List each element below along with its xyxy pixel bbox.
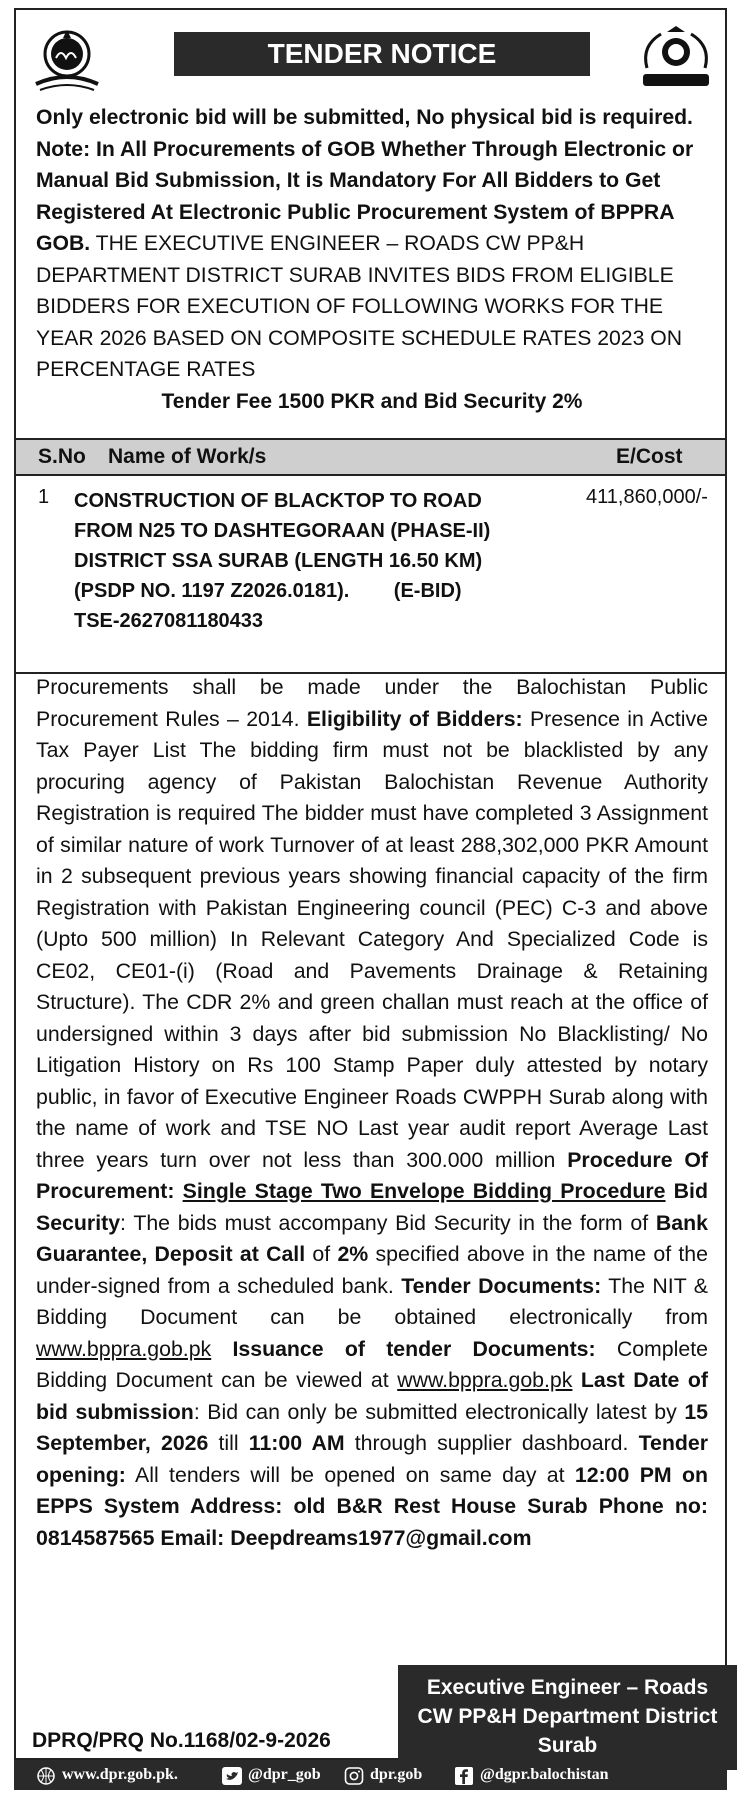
issuance-label: Issuance of tender Documents: xyxy=(211,1336,596,1361)
bank-guarantee: Bank Guarantee, Deposit at Call xyxy=(36,1210,708,1266)
work-line: (PSDP NO. 1197 Z2026.0181). (E-BID) xyxy=(74,580,462,602)
signature-line: CW PP&H Department District xyxy=(417,1705,718,1728)
text: Presence in Active Tax Payer List The bidding firm must not be blacklisted by any procuring agency of Pakistan Balochistan Revenue Authority Registration is required The bidder must have completed 3 Assignment of similar nature of work Turnover of at least 288,302,000 PKR Amount in 2 subsequent previous years showing financial capacity of the firm Registration with Pakistan Engineering council (PEC) C-3 and above (Upto 500 million) In Relevant Category And Specialized Code is CE02, CE01-(i) (Road and Pavements Drainage & Retaining Structure). The CDR 2% and green challan must reach at the office of undersigned within 3 days after bid submission No Blacklisting/ No Litigation History on Rs 100 Stamp Paper duly attested by notary public, in favor of Executive Engineer Roads CWPPH Surab along with the name of work and TSE NO Last year audit report Average Last three years turn over not less than 300.000 million xyxy=(36,706,708,1172)
opening-details: 12:00 PM on EPPS System Address: old B&R Rest House Surab Phone no: 0814587565 Email: Deepdreams1977@gmail.com xyxy=(36,1462,708,1550)
text: : Bid can only be submitted electronically latest by xyxy=(193,1399,685,1424)
text: of xyxy=(305,1242,338,1266)
website-text: www.dpr.gob.pk. xyxy=(62,1766,178,1783)
signature-line: Executive Engineer – Roads xyxy=(426,1676,709,1699)
bid-security-label: Bid Security xyxy=(36,1179,708,1235)
government-emblem-logo xyxy=(28,24,106,96)
work-line: FROM N25 TO DASHTEGORAAN (PHASE-II) xyxy=(74,520,491,542)
bppra-link[interactable]: www.bppra.gob.pk xyxy=(36,1336,212,1361)
last-date-label: Last Date of bid submission xyxy=(36,1368,708,1424)
opening-label: Tender opening: xyxy=(36,1431,709,1487)
registration-note: Only electronic bid will be submitted, No physical bid is required. Note: In All Procurements of GOB Whether Through Electronic or Manual Bid Submission, It is Mandatory For All Bidders to Get Registered At Electronic Public Procurement System of BPPRA GOB. xyxy=(36,106,694,255)
bppra-link[interactable]: www.bppra.gob.pk xyxy=(397,1368,573,1392)
header xyxy=(16,10,725,100)
works-table xyxy=(16,438,725,674)
footer-facebook[interactable] xyxy=(454,1760,609,1790)
notice-frame xyxy=(14,8,727,1760)
text: till xyxy=(208,1431,249,1455)
footer-twitter[interactable] xyxy=(222,1760,321,1790)
signature-line: Surab xyxy=(537,1734,598,1757)
text: All tenders will be opened on same day at xyxy=(125,1462,575,1487)
footer-instagram[interactable] xyxy=(344,1760,422,1790)
instagram-icon xyxy=(344,1766,364,1784)
table-header xyxy=(16,438,725,476)
table-row xyxy=(16,476,725,674)
text: specified above in the name of the under-signed from a scheduled bank. xyxy=(36,1242,708,1298)
twitter-handle: @dpr_gob xyxy=(248,1766,321,1783)
procedure-label: Procedure Of Procurement: xyxy=(36,1147,708,1203)
row-work-name xyxy=(74,486,584,636)
invitation-text: THE EXECUTIVE ENGINEER – ROADS CW PP&H DEPARTMENT DISTRICT SURAB INVITES BIDS FROM ELIGIBLE BIDDERS FOR EXECUTION OF FOLLOWING WORKS FOR THE YEAR 2026 BASED ON COMPOSITE SCHEDULE RATES 2023 ON PERCENTAGE RATES xyxy=(36,232,683,381)
security-percent: 2% xyxy=(337,1242,369,1266)
facebook-icon xyxy=(454,1766,474,1784)
text: Procurements shall be made under the Balochistan Public Procurement Rules – 2014. xyxy=(36,675,708,731)
header-cost: E/Cost xyxy=(616,445,683,468)
work-line: TSE-2627081180433 xyxy=(74,610,264,632)
tender-documents-label: Tender Documents: xyxy=(401,1273,602,1298)
footer-website[interactable] xyxy=(36,1760,178,1790)
reference-number: DPRQ/PRQ No.1168/02-9-2026 xyxy=(32,1729,331,1752)
instagram-handle: dpr.gob xyxy=(370,1766,423,1783)
intro-paragraph xyxy=(36,102,708,417)
header-name-of-work: Name of Work/s xyxy=(108,445,267,468)
row-cost: 411,860,000/- xyxy=(586,486,708,508)
department-logo xyxy=(637,24,715,96)
text: Complete Bidding Document can be viewed at xyxy=(36,1336,708,1392)
signature-block xyxy=(398,1665,737,1770)
row-sno: 1 xyxy=(38,486,50,508)
text: The NIT & Bidding Document can be obtained electronically from xyxy=(36,1273,708,1329)
terms-paragraph xyxy=(36,672,708,1554)
deadline-time: 11:00 AM xyxy=(248,1431,345,1455)
text: : The bids must accompany Bid Security in the form of xyxy=(120,1210,656,1235)
work-line: DISTRICT SSA SURAB (LENGTH 16.50 KM) xyxy=(74,550,483,572)
page-title: TENDER NOTICE xyxy=(174,32,590,76)
eligibility-label: Eligibility of Bidders: xyxy=(306,706,523,731)
twitter-icon xyxy=(222,1766,242,1784)
header-sno: S.No xyxy=(38,445,86,468)
text: through supplier dashboard. xyxy=(344,1431,639,1455)
deadline-date: 15 September, 2026 xyxy=(36,1399,709,1455)
globe-icon xyxy=(36,1766,56,1784)
tender-fee: Tender Fee 1500 PKR and Bid Security 2% xyxy=(161,389,583,413)
work-line: CONSTRUCTION OF BLACKTOP TO ROAD xyxy=(74,490,482,512)
facebook-handle: @dgpr.balochistan xyxy=(480,1766,609,1783)
footer-bar xyxy=(14,1760,727,1790)
procedure-value: Single Stage Two Envelope Bidding Procedure xyxy=(182,1179,666,1203)
